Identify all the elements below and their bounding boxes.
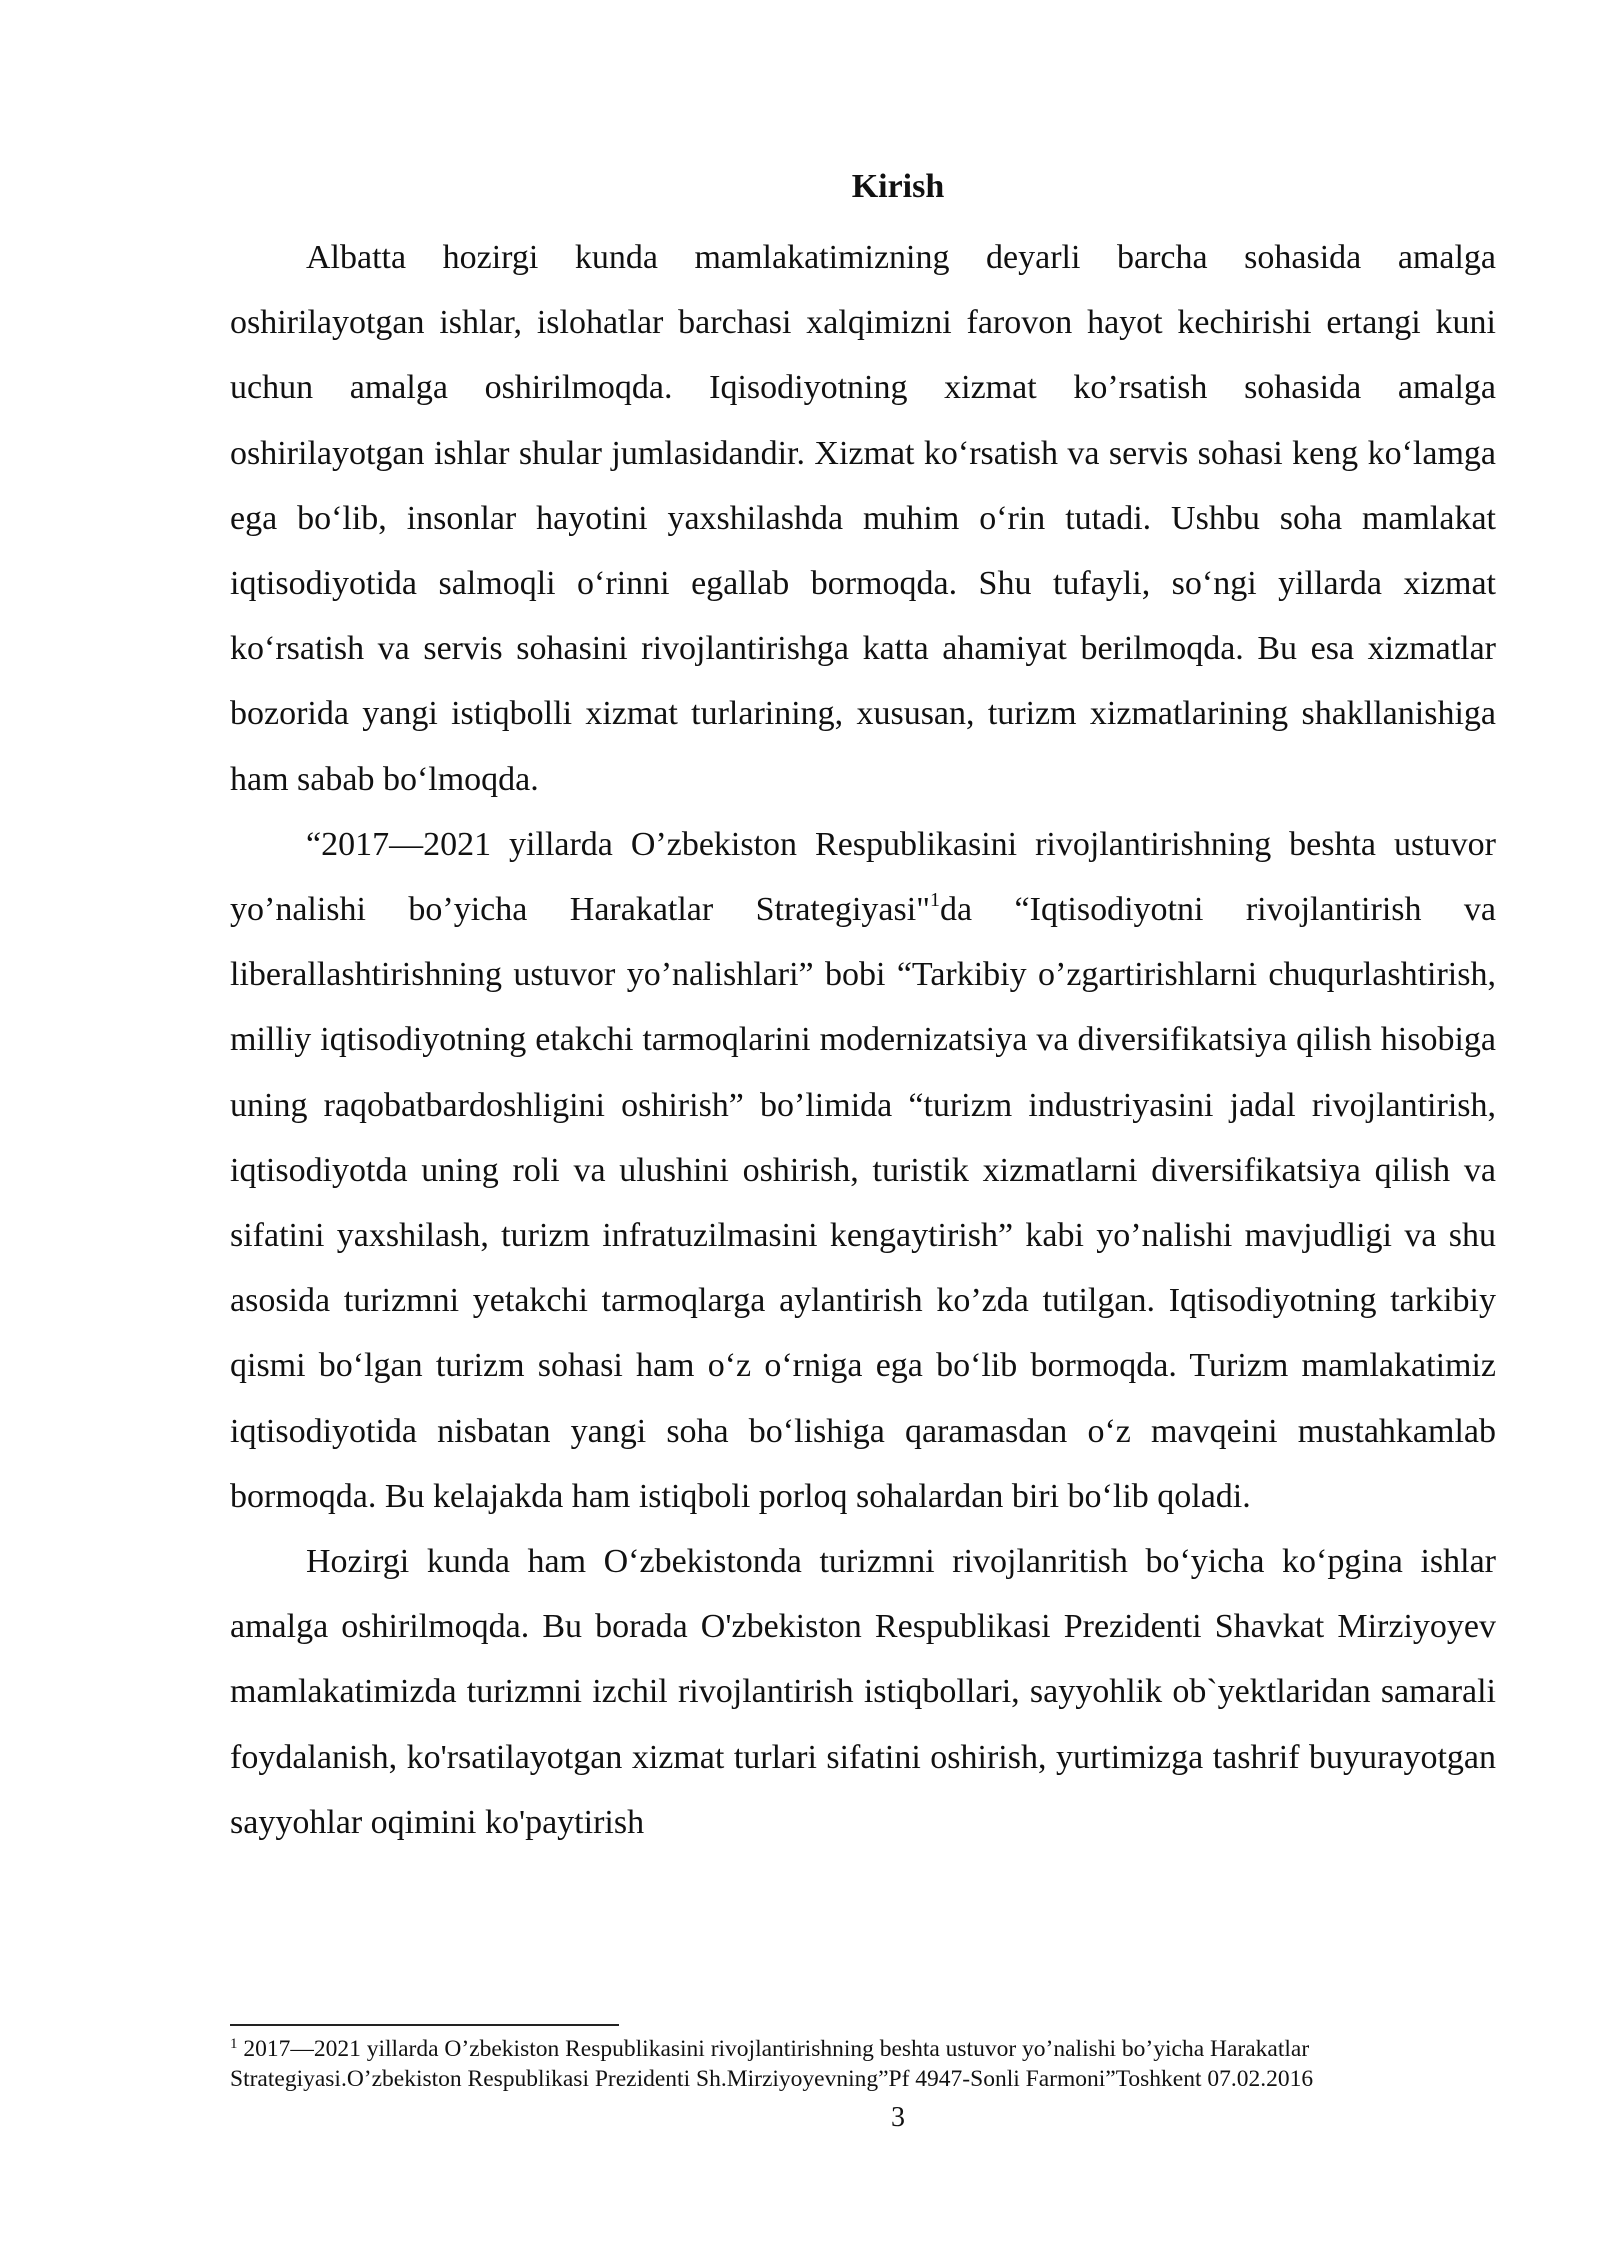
body-text xyxy=(230,225,1496,1855)
paragraph-intro: Albatta hozirgi kunda mamlakatimizning deyarli barcha sohasida amalga oshirilayotgan ishlar, islohatlar barchasi xalqimizni farovon hayot kechirishi ertangi kuni uchun amalga oshirilmoqda. Iqisodiyotning xizmat ko’rsatish sohasida amalga oshirilayotgan ishlar shular jumlasidandir. Xizmat ko‘rsatish va servis sohasi keng ko‘lamga ega bo‘lib, insonlar hayotini yaxshilashda muhim o‘rin tutadi. Ushbu soha mamlakat iqtisodiyotida salmoqli o‘rinni egallab bormoqda. Shu tufayli, so‘ngi yillarda xizmat ko‘rsatish va servis sohasini rivojlantirishga katta ahamiyat berilmoqda. Bu esa xizmatlar bozorida yangi istiqbolli xizmat turlarining, xususan, turizm xizmatlarining shakllanishiga ham sabab bo‘lmoqda. xyxy=(230,239,1496,798)
paragraph-current: Hozirgi kunda ham O‘zbekistonda turizmni rivojlanritish bo‘yicha ko‘pgina ishlar amalga oshirilmoqda. Bu borada O'zbekiston Respublikasi Prezidenti Shavkat Mirziyoyev mamlakatimizda turizmni izchil rivojlantirish istiqbollari, sayyohlik ob`yektlaridan samarali foydalanish, ko'rsatilayotgan xizmat turlari sifatini oshirish, yurtimizga tashrif buyurayotgan sayyohlar oqimini ko'paytirish xyxy=(230,1543,1496,1841)
paragraph-strategy xyxy=(230,812,1496,1529)
footnote-separator xyxy=(230,2024,619,2026)
paragraph-strategy-text-before: “2017—2021 yillarda O’zbekiston Respublikasini rivojlantirishning beshta ustuvor yo’nalishi bo’yicha Harakatlar Strategiyasi" xyxy=(230,825,1496,929)
page-number: 3 xyxy=(891,2102,905,2133)
paragraph-strategy-text-after: da “Iqtisodiyotni rivojlantirish va liberallashtirishning ustuvor yo’nalishlari” bobi “Tarkibiy o’zgartirishlarni chuqurlashtirish, milliy iqtisodiyotning etakchi tarmoqlarini modernizatsiya va diversifikatsiya qilish hisobiga uning raqobatbardoshligini oshirish” bo’limida “turizm industriyasini jadal rivojlantirish, iqtisodiyotda uning roli va ulushini oshirish, turistik xizmatlarni diversifikatsiya qilish va sifatini yaxshilash, turizm infratuzilmasini kengaytirish” kabi yo’nalishi mavjudligi va shu asosida turizmni yetakchi tarmoqlarga aylantirish ko’zda tutilgan. Iqtisodiyotning tarkibiy qismi bo‘lgan turizm sohasi ham o‘z o‘rniga ega bo‘lib bormoqda. Turizm mamlakatimiz iqtisodiyotida nisbatan yangi soha bo‘lishiga qaramasdan o‘z mavqeini mustahkamlab bormoqda. Bu kelajakda ham istiqboli porloq sohalardan biri bo‘lib qoladi. xyxy=(230,891,1496,1515)
footnote-text: 2017—2021 yillarda O’zbekiston Respublikasini rivojlantirishning beshta ustuvor yo’nalishi bo’yicha Harakatlar Strategiyasi.O’zbekiston Respublikasi Prezidenti Sh.Mirziyoyevning”Pf 4947-Sonli Farmoni”Toshkent 07.02.2016 xyxy=(230,2036,1314,2092)
section-title: Kirish xyxy=(851,168,945,205)
footnote xyxy=(230,2034,1496,2094)
footnote-marker: 1 xyxy=(230,2036,238,2052)
footnote-reference: 1 xyxy=(930,889,941,912)
